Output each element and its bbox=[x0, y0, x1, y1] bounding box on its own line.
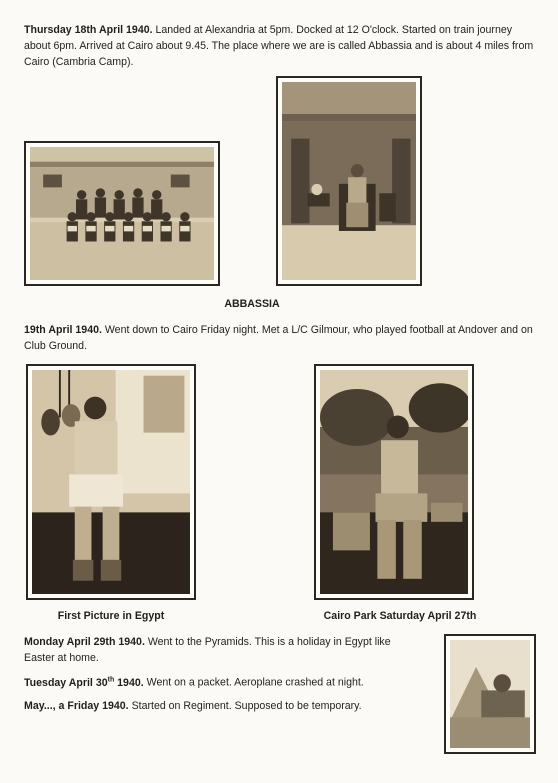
caption-first-picture: First Picture in Egypt bbox=[57, 610, 165, 622]
photo-cairo-park bbox=[314, 364, 474, 600]
entry-date: May..., a Friday 1940. bbox=[24, 700, 129, 712]
entry-text: Landed at Alexandria at 5pm. Docked at 12 O'clock. Started on train journey about 6pm. Arrived at Cairo about 9.45. The place where we are is called Abbassia and is about 4 miles from Cairo (Cambria Camp). bbox=[24, 24, 534, 68]
entry-text: Went down to Cairo Friday night. Met a L/C Gilmour, who played football at Andover and on Club Ground. bbox=[24, 324, 533, 352]
photo-first-picture-egypt bbox=[26, 364, 196, 600]
entry-text: Went to the Pyramids. This is a holiday in Egypt like Easter at home. bbox=[24, 636, 391, 664]
caption-cairo-park: Cairo Park Saturday April 27th bbox=[323, 610, 477, 622]
entry-date: Thursday 18th April 1940. bbox=[24, 24, 153, 36]
entry-text: Went on a packet. Aeroplane crashed at night. bbox=[143, 676, 364, 689]
entry-may bbox=[24, 698, 424, 714]
entry-april-18 bbox=[24, 22, 534, 70]
photo-group-soldiers bbox=[24, 141, 220, 286]
entry-april-19 bbox=[24, 322, 534, 354]
entry-april-30 bbox=[24, 672, 424, 691]
entry-april-29 bbox=[24, 634, 424, 666]
photo-sphinx-pyramid bbox=[444, 634, 536, 754]
entry-date: 19th April 1940. bbox=[24, 324, 102, 336]
entry-date: Tuesday April 30th 1940. bbox=[24, 676, 144, 689]
entry-date: Monday April 29th 1940. bbox=[24, 636, 145, 648]
caption-abbassia: ABBASSIA bbox=[224, 298, 280, 310]
photo-seated-soldier-veranda bbox=[276, 76, 422, 286]
entry-text: Started on Regiment. Supposed to be temporary. bbox=[128, 700, 362, 712]
